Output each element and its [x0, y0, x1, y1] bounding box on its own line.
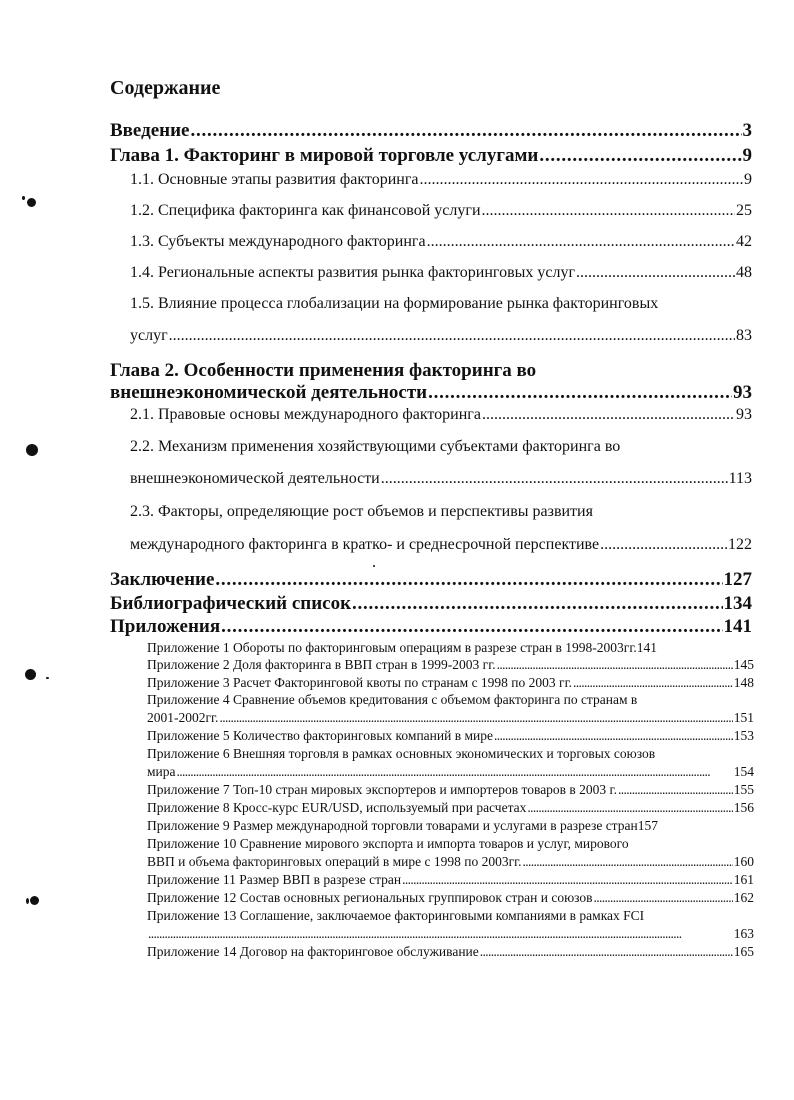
toc-page-number: 9	[744, 171, 752, 188]
toc-entry-intro[interactable]	[110, 121, 752, 140]
toc-appendix-8[interactable]	[147, 801, 754, 815]
toc-page-number: 153	[733, 728, 754, 743]
toc-entry-section-2-1[interactable]	[130, 407, 752, 423]
toc-entry-label: 2001-2002гг.	[147, 710, 219, 725]
toc-page-number: 151	[733, 710, 754, 725]
toc-page-number: 3	[742, 120, 752, 141]
toc-entry-label: мира	[147, 764, 176, 779]
toc-entry-label: Приложение 9 Размер международной торговли товарами и услугами в разрезе стран	[147, 818, 638, 833]
toc-entry-appendices[interactable]	[110, 617, 752, 636]
toc-appendix-4-line1[interactable]: Приложение 4 Сравнение объемов кредитования с объемом факторинга по странам в	[147, 692, 638, 707]
toc-entry-label: Приложение 12 Состав основных региональных группировок стран и союзов	[147, 890, 593, 905]
toc-appendix-2[interactable]	[147, 658, 754, 672]
dot-leader	[352, 594, 722, 613]
scan-speck	[27, 198, 36, 207]
toc-page-number: 161	[733, 872, 754, 887]
toc-entry-section-2-3-line1[interactable]: 2.3. Факторы, определяющие рост объемов и перспективы развития	[130, 503, 593, 520]
dot-leader	[402, 873, 733, 887]
toc-page-number: 113	[728, 470, 752, 487]
toc-appendix-11[interactable]	[147, 873, 754, 887]
toc-page-number: 93	[733, 382, 752, 403]
toc-entry-label: внешнеэкономической деятельности	[130, 470, 380, 487]
toc-entry-label: Введение	[110, 120, 190, 141]
toc-page-number: 83	[736, 327, 752, 344]
toc-entry-label: Приложение 14 Договор на факторинговое обслуживание	[147, 944, 479, 959]
toc-entry-label: 2.1. Правовые основы международного факторинга	[130, 406, 481, 423]
toc-page-number: 122	[728, 536, 752, 553]
dot-leader	[594, 891, 733, 905]
toc-entry-label: внешнеэкономической деятельности	[110, 382, 428, 403]
toc-entry-label: Приложение 7 Топ-10 стран мировых экспортеров и импортеров товаров в 2003 г.	[147, 782, 617, 797]
scan-speck	[22, 196, 25, 200]
toc-entry-section-2-2-line1[interactable]: 2.2. Механизм применения хозяйствующими субъектами факторинга во	[130, 438, 621, 455]
dot-leader	[523, 855, 733, 869]
toc-page-number: 93	[736, 406, 752, 423]
toc-page-number: 145	[733, 657, 754, 672]
dot-leader	[215, 570, 722, 589]
toc-entry-chapter-2-line1[interactable]: Глава 2. Особенности применения факторинга во	[110, 360, 537, 381]
toc-page-number: 157	[637, 818, 658, 833]
dot-leader	[381, 471, 728, 487]
toc-title: Содержание	[110, 77, 221, 99]
scan-speck	[26, 444, 38, 456]
toc-entry-label: Приложения	[110, 616, 221, 637]
toc-entry-label: ВВП и объема факторинговых операций в мире с 1998 по 2003гг.	[147, 854, 522, 869]
scan-speck	[46, 677, 49, 679]
toc-entry-label: 1.3. Субъекты международного факторинга	[130, 233, 426, 250]
toc-appendix-7[interactable]	[147, 783, 754, 797]
dot-leader	[420, 172, 744, 188]
dot-leader	[494, 729, 733, 743]
scan-speck	[30, 896, 39, 905]
dot-leader	[576, 265, 735, 281]
toc-appendix-14[interactable]	[147, 945, 754, 959]
dot-leader	[191, 121, 742, 140]
toc-page-number: 160	[733, 854, 754, 869]
toc-entry-label: Приложение 11 Размер ВВП в разрезе стран	[147, 872, 402, 887]
dot-leader	[497, 658, 733, 672]
toc-entry-label: международного факторинга в кратко- и среднесрочной перспективе	[130, 536, 600, 553]
toc-entry-section-1-2[interactable]	[130, 203, 752, 219]
toc-page-number: 154	[733, 764, 754, 779]
toc-appendix-13[interactable]	[147, 927, 754, 941]
toc-entry-section-1-5[interactable]	[130, 328, 752, 344]
dot-leader	[148, 927, 733, 941]
toc-entry-chapter-1[interactable]	[110, 146, 752, 165]
toc-page-number: 9	[742, 145, 752, 166]
dot-leader	[482, 407, 735, 423]
toc-entry-section-1-4[interactable]	[130, 265, 752, 281]
toc-appendix-6[interactable]	[147, 765, 754, 779]
toc-appendix-12[interactable]	[147, 891, 754, 905]
toc-appendix-10-line1[interactable]: Приложение 10 Сравнение мирового экспорта и импорта товаров и услуг, мирового	[147, 836, 629, 851]
toc-entry-label: 1.4. Региональные аспекты развития рынка факторинговых услуг	[130, 264, 576, 281]
toc-page-number: 141	[636, 640, 657, 655]
dot-leader	[177, 765, 733, 779]
scan-speck	[25, 669, 36, 680]
toc-entry-conclusion[interactable]	[110, 570, 752, 589]
toc-appendix-3[interactable]	[147, 676, 754, 690]
dot-leader	[527, 801, 732, 815]
toc-appendix-4[interactable]	[147, 711, 754, 725]
toc-page-number: 148	[733, 675, 754, 690]
dot-leader	[219, 711, 732, 725]
toc-entry-chapter-2[interactable]	[110, 383, 752, 402]
toc-page-number: 134	[723, 593, 752, 614]
dot-leader	[573, 676, 733, 690]
toc-page-number: 156	[733, 800, 754, 815]
toc-entry-label: Приложение 3 Расчет Факторинговой квоты по странам с 1998 по 2003 гг.	[147, 675, 572, 690]
toc-entry-label: Приложение 5 Количество факторинговых компаний в мире	[147, 728, 493, 743]
toc-entry-label: Приложение 2 Доля факторинга в ВВП стран в 1999-2003 гг.	[147, 657, 496, 672]
toc-entry-label: 1.1. Основные этапы развития факторинга	[130, 171, 419, 188]
scan-speck	[26, 898, 29, 904]
toc-entry-label: 1.2. Специфика факторинга как финансовой услуги	[130, 202, 481, 219]
scan-speck	[373, 565, 375, 567]
toc-page-number: 48	[736, 264, 752, 281]
dot-leader	[480, 945, 733, 959]
toc-entry-section-2-2[interactable]	[130, 471, 752, 487]
toc-page-number: 162	[733, 890, 754, 905]
toc-page-number: 127	[723, 569, 752, 590]
dot-leader	[221, 617, 722, 636]
toc-page-number: 25	[736, 202, 752, 219]
toc-entry-label: услуг	[130, 327, 168, 344]
toc-page-number: 163	[733, 926, 754, 941]
toc-appendix-13-line1[interactable]: Приложение 13 Соглашение, заключаемое факторинговыми компаниями в рамках FCI	[147, 908, 645, 923]
toc-entry-bibliography[interactable]	[110, 594, 752, 613]
toc-page-number: 165	[733, 944, 754, 959]
dot-leader	[169, 328, 735, 344]
toc-entry-label: Библиографический список	[110, 593, 352, 614]
toc-entry-label: Приложение 8 Кросс-курс EUR/USD, используемый при расчетах	[147, 800, 527, 815]
dot-leader	[427, 234, 735, 250]
toc-appendix-6-line1[interactable]: Приложение 6 Внешняя торговля в рамках основных экономических и торговых союзов	[147, 746, 656, 761]
toc-entry-section-2-3[interactable]	[130, 537, 752, 553]
toc-page-number: 155	[733, 782, 754, 797]
toc-page-number: 141	[723, 616, 752, 637]
toc-appendix-1[interactable]	[147, 641, 754, 655]
dot-leader	[482, 203, 735, 219]
toc-appendix-9[interactable]	[147, 819, 754, 833]
dot-leader	[428, 383, 732, 402]
dot-leader	[600, 537, 727, 553]
toc-entry-label: Приложение 1 Обороты по факторинговым операциям в разрезе стран в 1998-2003гг.	[147, 640, 637, 655]
toc-appendix-10[interactable]	[147, 855, 754, 869]
dot-leader	[618, 783, 733, 797]
toc-entry-label: Глава 1. Факторинг в мировой торговле услугами	[110, 145, 539, 166]
toc-page-number: 42	[736, 233, 752, 250]
toc-entry-label: Заключение	[110, 569, 215, 590]
toc-entry-section-1-1[interactable]	[130, 172, 752, 188]
toc-entry-section-1-3[interactable]	[130, 234, 752, 250]
toc-entry-section-1-5-line1[interactable]: 1.5. Влияние процесса глобализации на формирование рынка факторинговых	[130, 295, 659, 312]
toc-appendix-5[interactable]	[147, 729, 754, 743]
dot-leader	[539, 146, 741, 165]
